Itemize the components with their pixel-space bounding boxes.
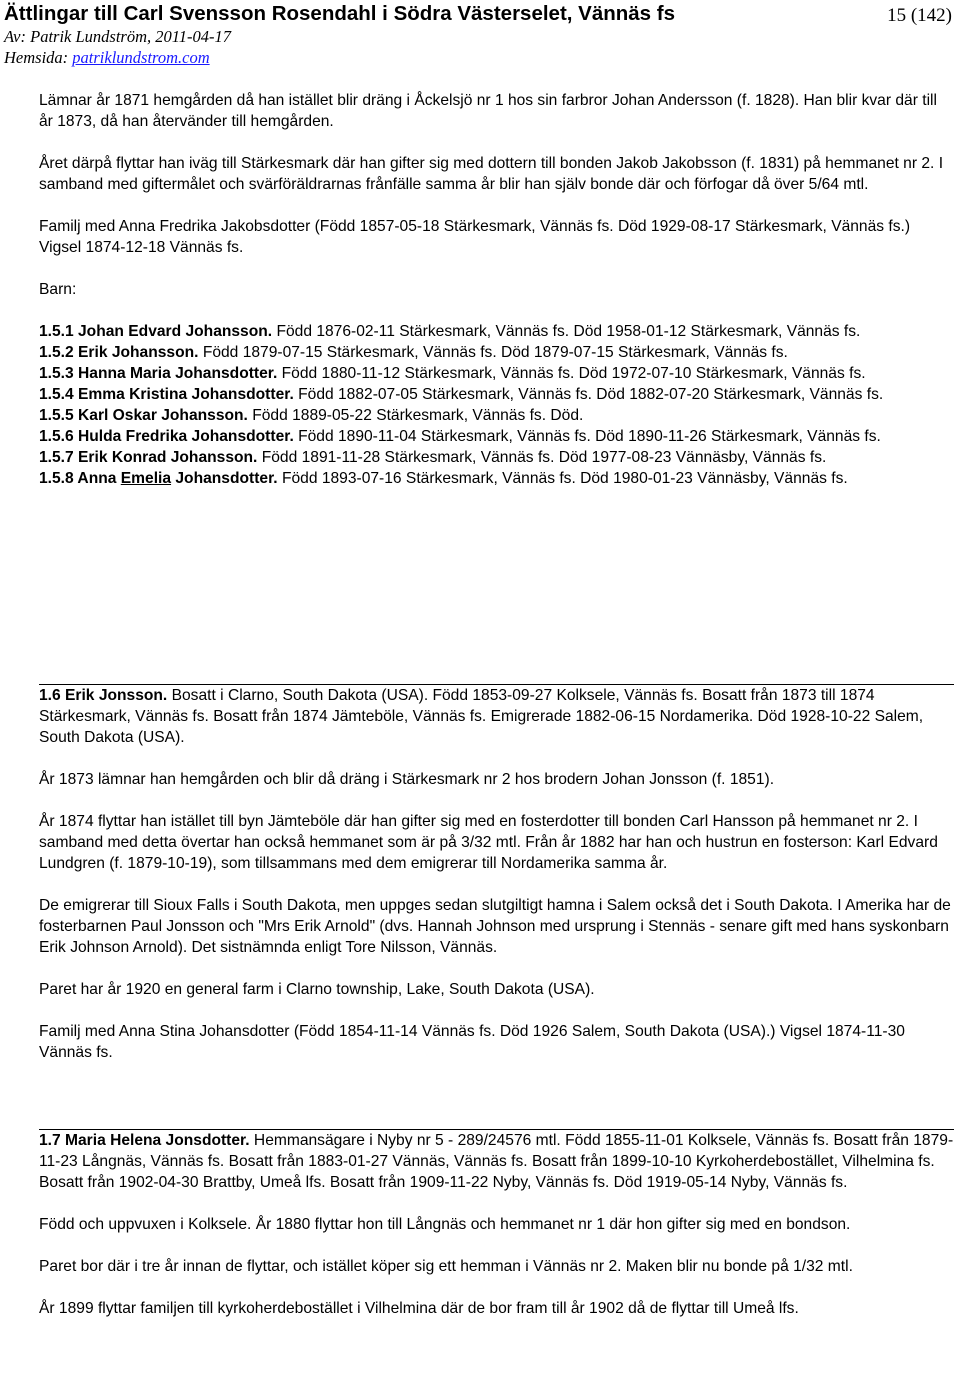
- document-title: Ättlingar till Carl Svensson Rosendahl i Södra Västerselet, Vännäs fs: [4, 2, 676, 25]
- website-line: [4, 48, 210, 68]
- family-line: Familj med Anna Fredrika Jakobsdotter (Född 1857-05-18 Stärkesmark, Vännäs fs. Död 1929-08-17 Stärkesmark, Vännäs fs.) Vigsel 1874-12-18 Vännäs fs.: [39, 218, 911, 256]
- child-entry: [39, 426, 954, 447]
- child-entry: [39, 468, 954, 489]
- paragraph: Lämnar år 1871 hemgården då han istället blir dräng i Åckelsjö nr 1 hos sin farbror Johan Andersson (f. 1828). Han blir kvar där till år 1873, då han återvänder till hemgården.: [39, 92, 937, 130]
- person-facts: Hemmansägare i Nyby nr 5 - 289/24576 mtl. Född 1855-11-01 Kolksele, Vännäs fs. Bosatt från 1879-11-23 Långnäs, Vännäs fs. Bosatt från 1883-01-27 Vännäs, Vännäs fs. Bosatt från 1899-10-10 Kyrkoherdebostället, Vilhelmina fs. Bosatt från 1902-04-30 Brattby, Umeå lfs. Bosatt från 1909-11-22 Nyby, Vännäs fs. Död 1919-05-14 Nyby, Vännäs fs.: [39, 1132, 954, 1191]
- child-entry: [39, 321, 954, 342]
- person-intro: [39, 1130, 954, 1193]
- child-info: Född 1893-07-16 Stärkesmark, Vännäs fs. Död 1980-01-23 Vännäsby, Vännäs fs.: [277, 470, 848, 487]
- child-name: 1.5.4 Emma Kristina Johansdotter.: [39, 386, 294, 403]
- paragraph: Året därpå flyttar han iväg till Stärkesmark där han gifter sig med dottern till bonden Jakob Jakobsson (f. 1831) på hemmanet nr 2. I samband med giftermålet och svärföräldrarnas frånfälle samma år blir han själv bonde där och förfogar då över 5/64 mtl.: [39, 155, 944, 193]
- paragraph: De emigrerar till Sioux Falls i South Dakota, men uppges sedan slutgiltigt hamna i Salem också det i South Dakota. I Amerika har de fosterbarnen Paul Jonsson och "Mrs Erik Arnold" (dvs. Hannah Johnson med ursprung i Stennäs - senare gift med hans syskonbarn Erik Johnson Arnold). Det sistnämnda enligt Tore Nilsson, Vännäs.: [39, 897, 951, 956]
- child-name-prefix: 1.5.8 Anna: [39, 470, 121, 487]
- section-erik: [39, 685, 954, 1063]
- paragraph: Paret bor där i tre år innan de flyttar, och istället köper sig ett hemman i Vännäs nr 2. Maken blir nu bonde på 1/32 mtl.: [39, 1258, 853, 1275]
- person-name: 1.6 Erik Jonsson.: [39, 687, 168, 704]
- paragraph: År 1874 flyttar han istället till byn Jämteböle där han gifter sig med en fosterdotter till bonden Carl Hansson på hemmanet nr 2. I samband med detta övertar han också hemmanet som är på 3/32 mtl. Från år 1882 har han och hustrun en fosterson: Karl Edvard Lundgren (f. 1879-10-19), som tillsammans med dem emigrerar till Nordamerika samma år.: [39, 813, 938, 872]
- person-name: 1.7 Maria Helena Jonsdotter.: [39, 1132, 250, 1149]
- child-info: Född 1880-11-12 Stärkesmark, Vännäs fs. Död 1972-07-10 Stärkesmark, Vännäs fs.: [277, 365, 866, 382]
- child-name: 1.5.3 Hanna Maria Johansdotter.: [39, 365, 278, 382]
- child-name: 1.5.6 Hulda Fredrika Johansdotter.: [39, 428, 294, 445]
- paragraph: Född och uppvuxen i Kolksele. År 1880 flyttar hon till Långnäs och hemmanet nr 1 där hon gifter sig med en bondson.: [39, 1216, 851, 1233]
- paragraph: År 1899 flyttar familjen till kyrkoherdebostället i Vilhelmina där de bor fram till år 1902 då de flyttar till Umeå lfs.: [39, 1300, 799, 1317]
- child-entry: [39, 363, 954, 384]
- child-entry: [39, 447, 954, 468]
- child-info: Född 1876-02-11 Stärkesmark, Vännäs fs. Död 1958-01-12 Stärkesmark, Vännäs fs.: [272, 323, 861, 340]
- child-name: 1.5.7 Erik Konrad Johansson.: [39, 449, 258, 466]
- person-facts: Bosatt i Clarno, South Dakota (USA). Född 1853-09-27 Kolksele, Vännäs fs. Bosatt från 1873 till 1874 Stärkesmark, Vännäs fs. Bosatt från 1874 Jämteböle, Vännäs fs. Emigrerade 1882-06-15 Nordamerika. Död 1928-10-22 Salem, South Dakota (USA).: [39, 687, 924, 746]
- child-name: 1.5.5 Karl Oskar Johansson.: [39, 407, 248, 424]
- child-entry: [39, 405, 954, 426]
- child-name-underlined: Emelia: [120, 470, 172, 487]
- child-name-suffix: Johansdotter.: [171, 470, 278, 487]
- paragraph: År 1873 lämnar han hemgården och blir då dräng i Stärkesmark nr 2 hos brodern Johan Jonsson (f. 1851).: [39, 771, 775, 788]
- child-info: Född 1882-07-05 Stärkesmark, Vännäs fs. Död 1882-07-20 Stärkesmark, Vännäs fs.: [293, 386, 884, 403]
- family-line: Familj med Anna Stina Johansdotter (Född 1854-11-14 Vännäs fs. Död 1926 Salem, South Dakota (USA).) Vigsel 1874-11-30 Vännäs fs.: [39, 1023, 905, 1061]
- child-name: 1.5.2 Erik Johansson.: [39, 344, 199, 361]
- children-label: Barn:: [39, 281, 77, 298]
- page-number: 15 (142): [887, 5, 952, 26]
- section-maria: [39, 1130, 954, 1319]
- paragraph: Paret har år 1920 en general farm i Clarno township, Lake, South Dakota (USA).: [39, 981, 595, 998]
- section-johan: [39, 90, 954, 489]
- child-info: Född 1889-05-22 Stärkesmark, Vännäs fs. Död.: [247, 407, 584, 424]
- child-info: Född 1879-07-15 Stärkesmark, Vännäs fs. Död 1879-07-15 Stärkesmark, Vännäs fs.: [198, 344, 788, 361]
- child-name: 1.5.1 Johan Edvard Johansson.: [39, 323, 273, 340]
- website-label: Hemsida:: [4, 48, 73, 67]
- children-list: [39, 321, 954, 489]
- child-info: Född 1891-11-28 Stärkesmark, Vännäs fs. Död 1977-08-23 Vännäsby, Vännäs fs.: [257, 449, 827, 466]
- child-entry: [39, 384, 954, 405]
- person-intro: [39, 685, 954, 748]
- child-info: Född 1890-11-04 Stärkesmark, Vännäs fs. Död 1890-11-26 Stärkesmark, Vännäs fs.: [293, 428, 881, 445]
- child-entry: [39, 342, 954, 363]
- website-link[interactable]: patriklundstrom.com: [72, 48, 210, 67]
- author-line: Av: Patrik Lundström, 2011-04-17: [4, 27, 232, 46]
